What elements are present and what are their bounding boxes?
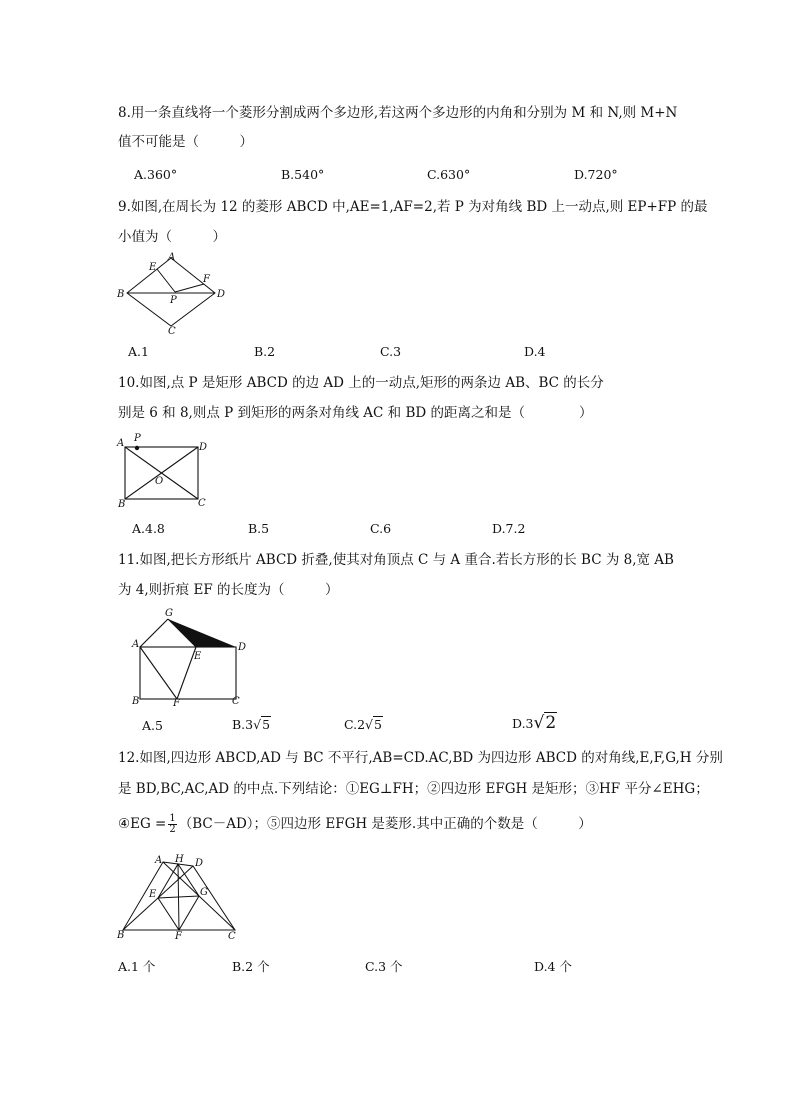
q12-stem-line2: 是 BD,BC,AC,AD 的中点.下列结论：①EG⊥FH；②四边形 EFGH 是矩形；③HF 平分∠EHG； bbox=[118, 781, 709, 797]
q9-stem-line1: 9.如图,在周长为 12 的菱形 ABCD 中,AE=1,AF=2,若 P 为对角线 BD 上一动点,则 EP+FP 的最 bbox=[118, 199, 708, 215]
q11-segment-af bbox=[140, 647, 177, 699]
q9-label-d: D bbox=[217, 289, 226, 300]
q11-folded-triangle bbox=[168, 619, 236, 647]
q11-option-a: A.5 bbox=[142, 718, 163, 733]
q12-label-b: B bbox=[117, 930, 125, 941]
q10-label-c: C bbox=[198, 498, 206, 509]
q8-stem-line1: 8.用一条直线将一个菱形分割成两个多边形,若这两个多边形的内角和分别为 M 和 N,则 M+N bbox=[118, 105, 678, 121]
q11-option-d-radicand: 2 bbox=[545, 713, 557, 733]
q9-stem-line2: 小值为（ ） bbox=[118, 229, 226, 245]
q11-option-b: B.3√5 bbox=[232, 717, 271, 732]
q11-option-c-sqrt-sign: √ bbox=[365, 717, 374, 732]
q12-option-b: B.2 个 bbox=[232, 959, 270, 974]
q11-label-a: A bbox=[132, 639, 140, 650]
q10-rectangle-figure bbox=[115, 430, 215, 510]
q9-option-a: A.1 bbox=[128, 344, 149, 359]
q11-option-d: D.3√2 bbox=[512, 713, 557, 733]
q12-fraction-one-half: $\frac{1}{2}$ bbox=[169, 813, 176, 835]
q10-option-d: D.7.2 bbox=[492, 521, 526, 536]
q11-segment-ag bbox=[140, 619, 168, 647]
q11-fold-figure bbox=[130, 608, 247, 709]
q12-label-e: E bbox=[149, 889, 157, 900]
q12-option-a: A.1 个 bbox=[118, 959, 156, 974]
q10-label-p: P bbox=[134, 433, 141, 444]
q11-label-d: D bbox=[238, 642, 247, 653]
q12-label-d: D bbox=[195, 858, 204, 869]
q10-point-p bbox=[135, 446, 139, 450]
q11-rectangle bbox=[140, 647, 236, 699]
q10-option-c: C.6 bbox=[370, 521, 392, 536]
q12-label-c: C bbox=[228, 931, 236, 942]
q10-stem-line1: 10.如图,点 P 是矩形 ABCD 的边 AD 上的一动点,矩形的两条边 AB、BC 的长分 bbox=[118, 375, 604, 391]
q11-stem-line1: 11.如图,把长方形纸片 ABCD 折叠,使其对角顶点 C 与 A 重合.若长方形的长 BC 为 8,宽 AB bbox=[118, 552, 674, 568]
q11-stem-line2: 为 4,则折痕 EF 的长度为（ ） bbox=[118, 582, 339, 598]
q10-label-b: B bbox=[118, 499, 126, 510]
q9-rhombus bbox=[127, 258, 215, 326]
q10-stem-line2: 别是 6 和 8,则点 P 到矩形的两条对角线 AC 和 BD 的距离之和是（ ） bbox=[118, 405, 593, 421]
q12-label-h: H bbox=[175, 854, 184, 865]
q12-option-d: D.4 个 bbox=[534, 959, 572, 974]
q11-label-c: C bbox=[232, 696, 240, 707]
q11-option-c: C.2√5 bbox=[344, 717, 382, 732]
q11-label-b: B bbox=[132, 696, 140, 707]
q8-option-b: B.540° bbox=[281, 167, 325, 182]
q11-option-b-radicand: 5 bbox=[262, 717, 271, 732]
q12-label-a: A bbox=[155, 855, 163, 866]
q8-option-c: C.630° bbox=[427, 167, 471, 182]
q11-option-d-sqrt-sign: √ bbox=[533, 713, 545, 733]
q9-segment-ep bbox=[157, 269, 175, 292]
q12-label-g: G bbox=[200, 887, 208, 898]
q9-label-e: E bbox=[149, 262, 157, 273]
q8-option-a: A.360° bbox=[134, 167, 178, 182]
q9-label-p: P bbox=[170, 295, 177, 306]
q12-stem-line3: ④EG = $\frac{1}{2}$ （BC－AD）；⑤四边形 EFGH 是菱形.其中正确的个数是（ ） bbox=[118, 813, 592, 835]
q12-segment-hf bbox=[178, 864, 179, 930]
q9-label-c: C bbox=[168, 326, 176, 337]
q10-label-a: A bbox=[117, 438, 125, 449]
q12-option-c: C.3 个 bbox=[365, 959, 403, 974]
q9-label-f: F bbox=[203, 274, 210, 285]
q10-label-o: O bbox=[155, 476, 164, 487]
q12-label-f: F bbox=[175, 931, 182, 942]
q10-option-b: B.5 bbox=[248, 521, 270, 536]
q9-label-a: A bbox=[168, 252, 176, 263]
q11-option-c-radicand: 5 bbox=[374, 717, 382, 732]
q11-label-f: F bbox=[173, 698, 180, 709]
q9-option-d: D.4 bbox=[524, 344, 546, 359]
q12-stem-line1: 12.如图,四边形 ABCD,AD 与 BC 不平行,AB=CD.AC,BD 为四边形 ABCD 的对角线,E,F,G,H 分别 bbox=[118, 750, 723, 766]
q12-quadrilateral-figure bbox=[115, 850, 243, 942]
q9-segment-fp bbox=[175, 284, 204, 292]
q11-option-b-sqrt-sign: √ bbox=[253, 717, 262, 732]
q10-option-a: A.4.8 bbox=[132, 521, 165, 536]
q9-option-c: C.3 bbox=[380, 344, 402, 359]
q10-label-d: D bbox=[199, 442, 208, 453]
q11-label-g: G bbox=[165, 608, 173, 619]
q11-label-e: E bbox=[194, 651, 202, 662]
q9-option-b: B.2 bbox=[254, 344, 276, 359]
q8-option-d: D.720° bbox=[574, 167, 618, 182]
q9-label-b: B bbox=[117, 289, 125, 300]
q8-stem-line2: 值不可能是（ ） bbox=[118, 134, 253, 150]
q9-rhombus-figure bbox=[115, 250, 233, 336]
